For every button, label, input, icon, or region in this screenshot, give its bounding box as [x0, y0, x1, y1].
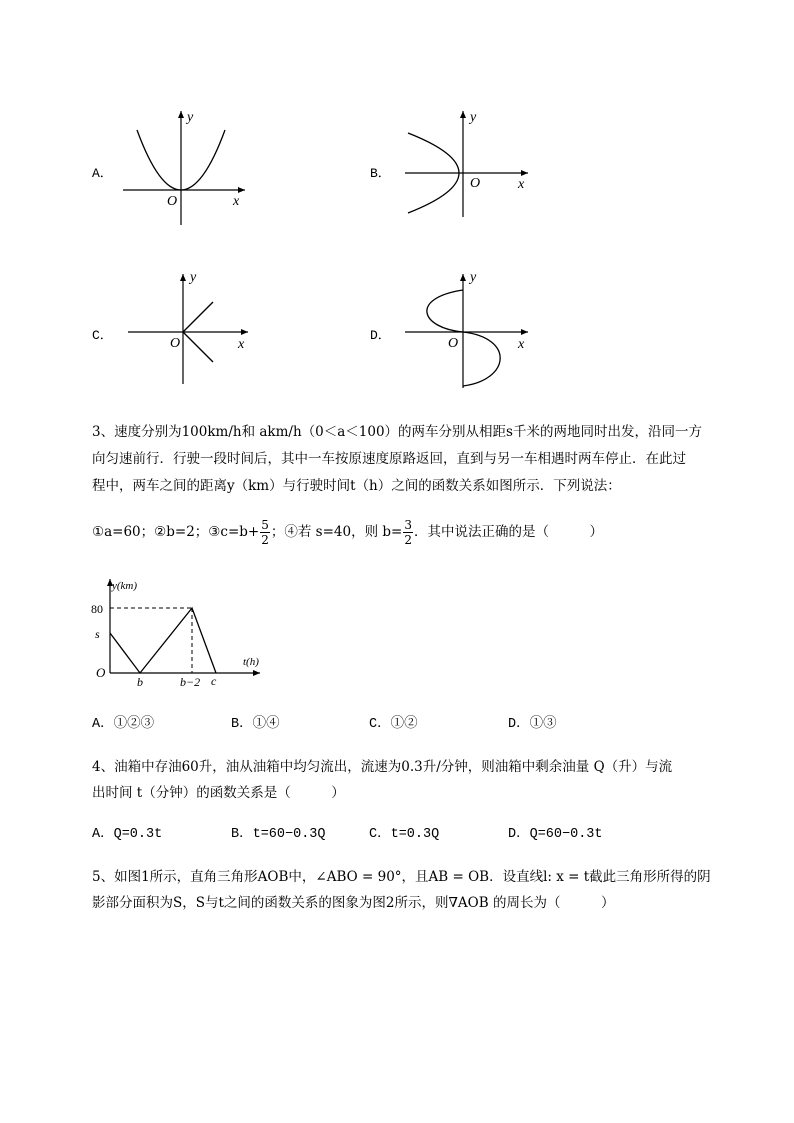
q3-option-b: B．①④: [231, 717, 280, 732]
graph-a-y-label: y: [187, 110, 194, 125]
graph-a-origin: O: [167, 194, 178, 209]
q5-line-1: 5、如图1所示，直角三角形AOB中，∠ABO = 90°，且AB = OB．设直线l: x = t截此三角形所得的阴: [92, 869, 711, 885]
option-b-label: B．: [370, 166, 391, 181]
frac-num: 5: [261, 518, 269, 532]
q3-graph-x-c: c: [211, 674, 217, 688]
q3-stmt-part-c: ．其中说法正确的是（ ）: [413, 524, 603, 540]
q3-stmt-part-a: ①a=60；②b=2；③c=b+: [92, 524, 260, 540]
graph-c-y-label: y: [190, 270, 197, 285]
q3-graph-y-label: y(km): [112, 580, 138, 592]
q3-graph-y-80: 80: [91, 602, 103, 616]
q3-option-a: A．①②③: [92, 717, 155, 732]
q3-graph-x-label: t(h): [243, 656, 259, 668]
q3-graph-y-s: s: [95, 627, 100, 641]
option-a-label: A．: [92, 166, 113, 181]
q4-option-b: B．t=60−0.3Q: [231, 827, 326, 842]
q3-option-c: C．①②: [369, 717, 418, 732]
graph-c-two-rays: [120, 268, 255, 388]
graph-b-sideways-parabola: [400, 105, 535, 220]
q4-option-a: A．Q=0.3t: [92, 827, 163, 842]
q4-option-d: D．Q=60−0.3t: [508, 827, 603, 842]
q3-line-3: 程中，两车之间的距离y（km）与行驶时间t（h）之间的函数关系如图所示．下列说法：: [92, 478, 621, 494]
graph-d-y-label: y: [470, 270, 477, 285]
frac-den: 2: [261, 533, 269, 547]
frac-num: 3: [404, 518, 412, 532]
q3-distance-time-graph: [88, 575, 273, 690]
q5-line-2: 影部分面积为S，S与t之间的函数关系的图象为图2所示，则∇AOB 的周长为（ ）: [92, 895, 615, 911]
q3-statements: [92, 510, 603, 554]
q3-line-1: 3、速度分别为100km/h和 akm/h（0＜a＜100）的两车分别从相距s千米的两地同时出发，沿同一方: [92, 424, 702, 440]
graph-d-x-label: x: [518, 337, 525, 352]
graph-c-x-label: x: [238, 337, 245, 352]
graph-b-y-label: y: [470, 110, 477, 125]
q4-line-1: 4、油箱中存油60升，油从油箱中均匀流出，流速为0.3升/分钟，则油箱中剩余油量 Q（升）与流: [92, 759, 673, 775]
graph-b-x-label: x: [518, 177, 525, 192]
q3-line-2: 向匀速前行．行驶一段时间后，其中一车按原速度原路返回，直到与另一车相遇时两车停止．在此过: [92, 451, 686, 467]
graph-d-s-curve: [400, 268, 535, 393]
q3-stmt-part-b: ；④若 s=40，则 b=: [270, 524, 403, 540]
graph-a-x-label: x: [233, 194, 240, 209]
q3-frac-5-2: [260, 518, 270, 547]
option-d-label: D．: [370, 328, 391, 343]
graph-b-origin: O: [470, 176, 481, 191]
q4-option-c: C．t=0.3Q: [369, 827, 440, 842]
q3-option-d: D．①③: [508, 717, 557, 732]
q3-graph-x-b: b: [137, 675, 143, 689]
q4-line-2: 出时间 t（分钟）的函数关系是（ ）: [92, 785, 345, 801]
frac-den: 2: [404, 533, 412, 547]
graph-c-origin: O: [170, 336, 181, 351]
q3-graph-x-b-minus-2: b−2: [180, 675, 201, 689]
q3-graph-origin: O: [96, 665, 106, 680]
q3-frac-3-2: [403, 518, 413, 547]
graph-d-origin: O: [448, 336, 459, 351]
option-c-label: C．: [92, 328, 113, 343]
graph-a-upward-parabola: [115, 105, 255, 230]
